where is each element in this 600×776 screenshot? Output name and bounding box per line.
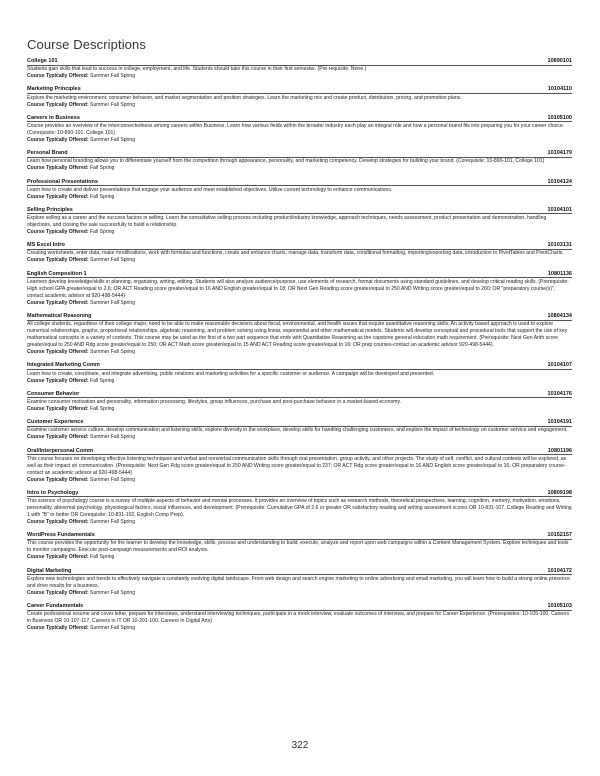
course-header bbox=[27, 86, 572, 94]
offered-value: Summer Fall Spring bbox=[90, 625, 136, 632]
course-name: Career Fundamentals bbox=[27, 603, 84, 609]
course-offered bbox=[27, 137, 572, 144]
course-description: Explore the marketing environment, consumer behavior, and market segmentation and position strategies. Learn the marketing mix and create product, distribution, pricing, and promotion plans. bbox=[27, 94, 462, 101]
course-description: Students gain skills that lead to success in college, employment, and life. Students should take this course in their first semester. (Pre-requisite: None.) bbox=[27, 66, 367, 73]
offered-label: Course Typically Offered: bbox=[27, 165, 89, 172]
course-offered bbox=[27, 378, 572, 385]
course-code: 10105103 bbox=[547, 603, 572, 609]
course-header bbox=[27, 242, 572, 250]
course-description: This course provides the opportunity for the learner to develop the knowledge, skills, process and understanding to build, execute, analyze and report upon web campaigns within a Content Management System. Explore techniques and tools to monitor campaigns. Execute post-campaign measurements and ROI analysis. bbox=[27, 540, 569, 554]
course-entry bbox=[27, 448, 572, 484]
course-entry bbox=[27, 568, 572, 597]
course-description: Explore selling as a career and the success factors in selling. Learn the consultative selling process including product/industry knowledge, approach techniques, needs assessment, product presentation and demonstration, handling objections, and closing the sale successfully to build a relationship. bbox=[27, 215, 547, 229]
page-number: 322 bbox=[291, 740, 309, 751]
course-entry bbox=[27, 179, 572, 201]
offered-value: Summer Fall Spring bbox=[90, 476, 136, 483]
course-name: Careers in Business bbox=[27, 114, 80, 121]
offered-label: Course Typically Offered: bbox=[27, 257, 89, 264]
course-description: This science of psychology course is a survey of multiple aspects of behavior and mental processes. It provides an overview of topics such as research methods, theoretical perspectives, learning, cognition, memory, motivation, emotions, personality, abnormal psychology, physiological factors, social influences, and development. (Prerequisite: Cumulative GPA of 2.6 or greater OR satisfactory reading and writing assessment scores OR 10-831-107, College Reading and Writing 1 with "B" or better OR Corequisite: 10-831-102, English Comp Prep). bbox=[27, 498, 572, 519]
course-header bbox=[27, 419, 572, 427]
course-name: Oral/Interpersonal Comm bbox=[27, 447, 94, 454]
offered-label: Course Typically Offered: bbox=[27, 434, 89, 441]
course-name: Professional Presentations bbox=[27, 178, 98, 185]
course-entry bbox=[27, 603, 572, 632]
course-name: College 101 bbox=[27, 58, 58, 64]
course-offered bbox=[27, 229, 572, 236]
course-offered bbox=[27, 554, 572, 561]
course-name: Digital Marketing bbox=[27, 567, 72, 574]
course-description: Learn how to create and deliver presentations that engage your audience and meet established objectives. Utilize current technology to enhance communications. bbox=[27, 186, 393, 193]
offered-value: Fall Spring bbox=[90, 554, 115, 561]
course-offered bbox=[27, 590, 572, 597]
offered-label: Course Typically Offered: bbox=[27, 101, 89, 108]
course-name: Intro to Psychology bbox=[27, 489, 79, 496]
course-code: 10104176 bbox=[547, 390, 572, 397]
course-description: Create professional resume and cover letter, prepare for interviews, understand interviewing techniques, participate in a mock interview, evaluate outcomes of interview, and prepare for Career Experience. (Prerequisites: 10-105-100, Careers in Business OR 10-107-117, Careers in IT OR 10-201-100, Careers In Digital Arts) bbox=[27, 611, 570, 625]
offered-value: Summer Fall Spring bbox=[90, 519, 136, 526]
course-name: Consumer Behavior bbox=[27, 390, 80, 397]
offered-value: Fall Spring bbox=[90, 405, 115, 412]
course-offered bbox=[27, 477, 572, 484]
offered-label: Course Typically Offered: bbox=[27, 193, 89, 200]
course-name: Mathematical Reasoning bbox=[27, 313, 92, 319]
course-header bbox=[27, 391, 572, 399]
offered-label: Course Typically Offered: bbox=[27, 73, 89, 80]
course-entry bbox=[27, 362, 572, 384]
offered-label: Course Typically Offered: bbox=[27, 476, 89, 483]
course-code: 10104179 bbox=[547, 150, 572, 157]
offered-label: Course Typically Offered: bbox=[27, 377, 89, 384]
course-description: This course focuses on developing effective listening techniques and verbal and nonverbal communication skills through oral presentation, group activity, and other projects. The study of self, conflict, and cultural contexts will be explored, as well as their impact on communication. (Prerequisite: Next Gen Rdg score greater/equal to 250 AND Writing score greater/equal to 237; OR ACT Rdg score greater/equal to 16 AND English score greater/equal to 16; OR preparatory course-contact an academic advisor at 920-498-5444) bbox=[27, 455, 567, 476]
course-header bbox=[27, 362, 572, 370]
offered-value: Summer Fall Spring bbox=[90, 257, 136, 264]
offered-value: Summer Fall Spring bbox=[90, 299, 136, 306]
offered-label: Course Typically Offered: bbox=[27, 299, 89, 306]
course-header bbox=[27, 150, 572, 158]
course-offered bbox=[27, 257, 572, 264]
offered-value: Summer Fall Spring bbox=[90, 101, 136, 108]
course-header bbox=[27, 179, 572, 187]
course-offered bbox=[27, 349, 572, 356]
course-entry bbox=[27, 58, 572, 80]
course-name: English Composition 1 bbox=[27, 270, 87, 277]
course-description: Explore new technologies and trends to effectively navigate a constantly evolving digital landscape. From web design and search engine marketing to online advertising and email marketing, you will learn how to build a strong online presence and drive results for a business. bbox=[27, 575, 570, 589]
course-header bbox=[27, 207, 572, 215]
course-entry bbox=[27, 150, 572, 172]
course-code: 10104110 bbox=[547, 86, 572, 93]
course-offered bbox=[27, 194, 572, 201]
course-name: Personal Brand bbox=[27, 150, 68, 157]
course-name: Customer Experience bbox=[27, 419, 84, 426]
course-offered bbox=[27, 300, 572, 307]
course-entry bbox=[27, 115, 572, 144]
offered-label: Course Typically Offered: bbox=[27, 589, 89, 596]
course-name: Selling Principles bbox=[27, 206, 73, 213]
offered-value: Summer Fall Spring bbox=[90, 589, 136, 596]
offered-label: Course Typically Offered: bbox=[27, 405, 89, 412]
course-code: 10152157 bbox=[547, 532, 572, 539]
offered-value: Fall Spring bbox=[90, 165, 115, 172]
course-code: 10890101 bbox=[547, 58, 572, 64]
offered-label: Course Typically Offered: bbox=[27, 519, 89, 526]
offered-label: Course Typically Offered: bbox=[27, 349, 89, 356]
course-code: 10103131 bbox=[547, 242, 572, 249]
course-header bbox=[27, 603, 572, 611]
course-list bbox=[27, 58, 572, 638]
course-entry bbox=[27, 419, 572, 441]
offered-value: Summer Fall Spring bbox=[90, 349, 136, 356]
course-offered bbox=[27, 434, 572, 441]
page-title: Course Descriptions bbox=[27, 37, 146, 52]
course-description: Learn how to create, coordinate, and integrate advertising, public relations and marketing activities for a specific customer or audience. A campaign will be developed and presented. bbox=[27, 370, 435, 377]
course-header bbox=[27, 313, 572, 321]
course-entry bbox=[27, 313, 572, 356]
course-offered bbox=[27, 625, 572, 632]
course-name: MS Excel Intro bbox=[27, 242, 65, 249]
offered-value: Fall Spring bbox=[90, 377, 115, 384]
course-offered bbox=[27, 102, 572, 109]
course-entry bbox=[27, 242, 572, 264]
course-entry bbox=[27, 86, 572, 108]
offered-value: Fall Spring bbox=[90, 229, 115, 236]
offered-value: Summer Fall Spring bbox=[90, 434, 136, 441]
course-header bbox=[27, 271, 572, 279]
course-description: Course provides an overview of the interconnectedness among careers within Business. Learn how various fields within the broader industry each play an integral role and how a personal brand fits into preparing you for your career choice. (Corequisite: 10-890-101, College 101) bbox=[27, 122, 565, 136]
course-code: 10801196 bbox=[547, 447, 572, 454]
course-offered bbox=[27, 165, 572, 172]
course-name: Marketing Principles bbox=[27, 86, 81, 93]
offered-label: Course Typically Offered: bbox=[27, 229, 89, 236]
course-header bbox=[27, 568, 572, 576]
course-code: 10104124 bbox=[547, 178, 572, 185]
course-code: 10105100 bbox=[547, 114, 572, 121]
course-header bbox=[27, 490, 572, 498]
course-entry bbox=[27, 271, 572, 307]
course-offered bbox=[27, 406, 572, 413]
course-header bbox=[27, 448, 572, 456]
course-offered bbox=[27, 73, 572, 80]
course-entry bbox=[27, 490, 572, 526]
course-description: Learners develop knowledge/skills in planning, organizing, writing, editing. Students will also analyze audience/purpose, use elements of research, format documents using standard guidelines, and develop critical reading skills. (Prerequisite: High school GPA greater/equal to 2.6; OR ACT Reading score greater/equal to 16 AND English greater/equal to 18; OR Next Gen Reading score greater/equal to 250 AND Writing score greater/equal to 260; OR "preparatory course(s)", contact academic advisor at 920-498-5444) bbox=[27, 278, 569, 299]
course-offered bbox=[27, 519, 572, 526]
course-code: 10104107 bbox=[547, 362, 572, 369]
course-code: 10104191 bbox=[547, 419, 572, 426]
course-header bbox=[27, 115, 572, 123]
course-code: 10804134 bbox=[547, 313, 572, 319]
course-entry bbox=[27, 207, 572, 236]
course-description: Examine customer service culture, develop communication and listening skills, explore diversity in the workplace, develop skills for handling challenging customers, and explore the impact of technology on customer service and engagement. bbox=[27, 427, 568, 434]
course-entry bbox=[27, 391, 572, 413]
offered-label: Course Typically Offered: bbox=[27, 625, 89, 632]
course-code: 10809198 bbox=[547, 489, 572, 496]
course-description: Learn how personal branding allows you to differentiate yourself from the competition through appearance, personality, and marketing competency. Develop strategies for building your brand. (Corequisite: 10-890-101, College 101) bbox=[27, 158, 545, 165]
course-code: 10104172 bbox=[547, 567, 572, 574]
course-name: WordPress Fundamentals bbox=[27, 532, 95, 539]
offered-label: Course Typically Offered: bbox=[27, 136, 89, 143]
course-description: Examine consumer motivation and personality, information processing, lifestyles, group influences, purchase and post-purchase behavior in a market-based economy. bbox=[27, 398, 402, 405]
offered-value: Fall Spring bbox=[90, 193, 115, 200]
course-header bbox=[27, 58, 572, 66]
course-description: Creating worksheets, enter data, make modifications, work with formulas and functions, create and enhance charts, manage data, transform data, conditional formatting, importing/exporting data, introduction to PivotTables and PivotCharts. bbox=[27, 250, 564, 257]
offered-value: Summer Fall Spring bbox=[90, 73, 136, 80]
course-description: All college students, regardless of their college major, need to be able to make reasonable decisions about fiscal, environmental, and health issues that require quantitative reasoning skills. An activity based approach is used to explore numerical relationships, graphs, proportional relationships, algebraic reasoning, and problem solving using linear, exponential and other mathematical models. Students will develop conceptual and procedural tools that support the use of key mathematical concepts in a variety of contexts. This course may be used as the first of a two part sequence that ends with Quantitative Reasoning as the capstone general education math requirement. (Prerequisite: Next Gen Arith score greater/equal to 250 AND Rdg score greater/equal to 250; OR ACT Math score greater/equal to 15 AND ACT Reading score greater/equal to 16; OR prep courses-contact an academic advisor 920-498-5444). bbox=[27, 321, 568, 349]
course-name: Integrated Marketing Comm bbox=[27, 362, 100, 369]
course-code: 10801136 bbox=[547, 270, 572, 277]
course-entry bbox=[27, 532, 572, 561]
offered-label: Course Typically Offered: bbox=[27, 554, 89, 561]
course-header bbox=[27, 532, 572, 540]
offered-value: Summer Fall Spring bbox=[90, 136, 136, 143]
course-code: 10104101 bbox=[547, 206, 572, 213]
